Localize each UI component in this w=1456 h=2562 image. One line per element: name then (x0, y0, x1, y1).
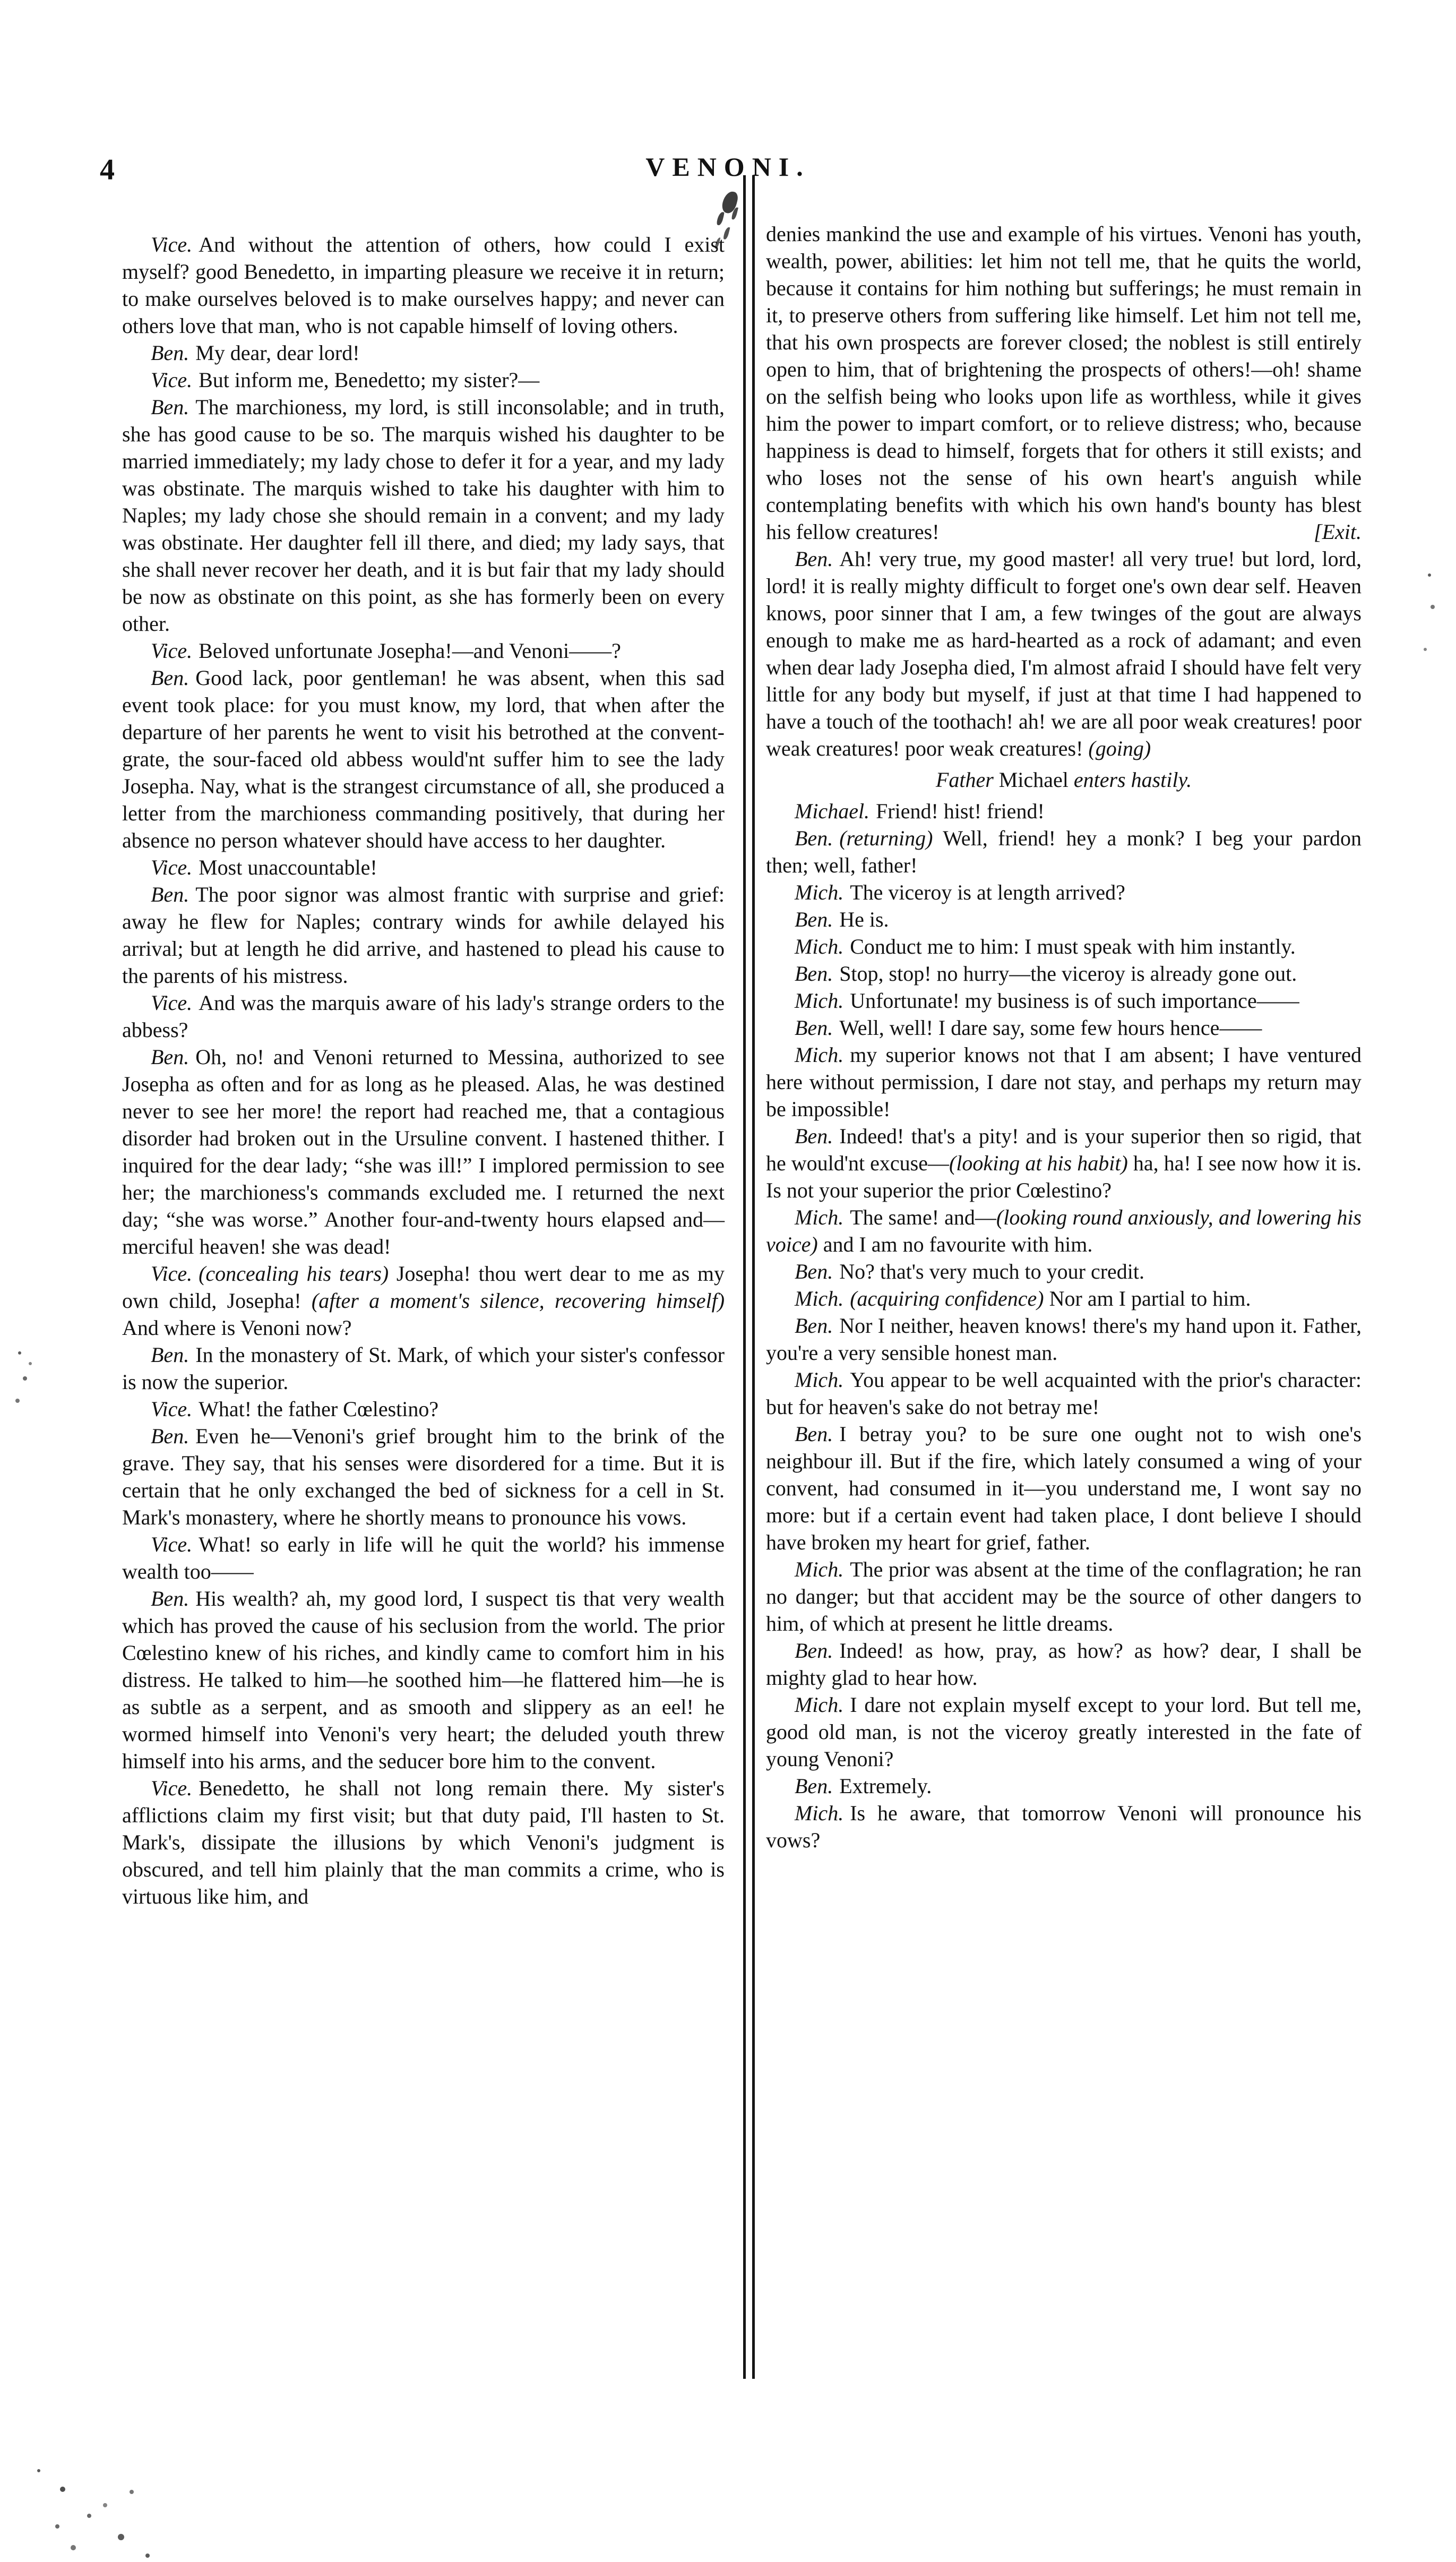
speaker-label: Ben. (795, 547, 833, 571)
speaker-label: Ben. (151, 1587, 189, 1610)
dialogue-paragraph (766, 545, 1362, 762)
dialogue-paragraph (766, 906, 1362, 933)
dialogue-text: Benedetto, he shall not long remain there. My sister's afflictions claim my first visit; but that duty paid, I'll hasten to St. Mark's, dissipate the illusions by which Venoni's judgment is obscured, and tell him plainly that the man commits a crime, who is virtuous like him, and (122, 1776, 725, 1908)
dialogue-paragraph (766, 1800, 1362, 1854)
speaker-label: Mich. (795, 1801, 844, 1825)
ink-smudge (720, 190, 739, 215)
right-text-column (766, 220, 1362, 1854)
stage-note: (looking at his habit) (949, 1151, 1128, 1175)
scan-noise-bottom-left (37, 2469, 40, 2472)
speaker-label: Vice. (151, 1776, 193, 1800)
speaker-label: Mich. (795, 1043, 844, 1067)
speaker-label: Mich. (795, 880, 844, 904)
dialogue-paragraph (122, 854, 725, 881)
dialogue-text: And where is Venoni now? (122, 1316, 352, 1340)
dialogue-paragraph (766, 1014, 1362, 1041)
dialogue-paragraph (766, 1285, 1362, 1312)
stage-note: (returning) (839, 826, 933, 850)
dialogue-paragraph (122, 881, 725, 989)
speaker-label: Mich. (795, 1287, 844, 1310)
dialogue-paragraph (122, 1043, 725, 1260)
dialogue-text: His wealth? ah, my good lord, I suspect tis that very wealth which has proved the cause of his seclusion from the world. The prior Cœlestino knew of his riches, and kindly came to comfort him in his distress. He talked to him—he soothed him—he flattered him—he is as subtle as a serpent, and as smooth and slippery as an eel! he wormed himself into Venoni's very heart; the deluded youth threw himself into his arms, and the seducer bore him to the convent. (122, 1587, 725, 1773)
dialogue-text: The viceroy is at length arrived? (850, 880, 1125, 904)
dialogue-paragraph (122, 393, 725, 637)
dialogue-text: And was the marquis aware of his lady's strange orders to the abbess? (122, 991, 725, 1042)
dialogue-paragraph (122, 1423, 725, 1531)
speaker-label: Michael. (795, 799, 870, 823)
speaker-label: Ben. (151, 666, 189, 690)
dialogue-paragraph (766, 1366, 1362, 1420)
speaker-label: Ben. (795, 826, 833, 850)
speaker-label: Mich. (795, 1693, 844, 1717)
left-text-column (122, 231, 725, 1910)
dialogue-paragraph (122, 1531, 725, 1585)
dialogue-text: Most unaccountable! (199, 855, 377, 879)
dialogue-paragraph (122, 1395, 725, 1423)
dialogue-text: Friend! hist! friend! (876, 799, 1045, 823)
speaker-label: Ben. (795, 962, 833, 986)
dialogue-paragraph (122, 231, 725, 339)
dialogue-paragraph (766, 1691, 1362, 1772)
speaker-label: Vice. (151, 233, 193, 256)
running-title: VENONI. (645, 152, 811, 182)
dialogue-text: Ah! very true, my good master! all very true! but lord, lord, lord! it is really mighty difficult to forget one's own dear self. Heaven knows, poor sinner that I am, a few twinges of the gout are always enough to make me as hard-hearted as a rock of adamant; and even when dear lady Josepha died, I'm almost afraid I should have felt very little for any body but myself, if just at that time I had happened to have a touch of the toothach! ah! we are all poor weak creatures! poor weak creatures! poor weak creatures! (766, 547, 1362, 760)
exit-marker: [Exit. (1314, 520, 1362, 544)
dialogue-paragraph (766, 933, 1362, 960)
dialogue-paragraph (122, 366, 725, 393)
speaker-label: Ben. (151, 1045, 189, 1069)
dialogue-text: Stop, stop! no hurry—the viceroy is already gone out. (839, 962, 1297, 986)
speaker-label: Mich. (795, 1368, 844, 1392)
speaker-label: Ben. (151, 341, 189, 365)
speaker-label: Vice. (151, 1397, 193, 1421)
speaker-label: Vice. (151, 1532, 193, 1556)
speaker-label: Ben. (151, 1424, 189, 1448)
speaker-label: Mich. (795, 935, 844, 958)
dialogue-text: The poor signor was almost frantic with surprise and grief: away he flew for Naples; contrary winds for awhile delayed his arrival; but at length he did arrive, and hastened to plead his cause to the parents of his mistress. (122, 882, 725, 988)
dialogue-paragraph (766, 220, 1362, 545)
speaker-label: Vice. (151, 1262, 193, 1286)
dialogue-text: Nor am I partial to him. (1044, 1287, 1251, 1310)
dialogue-paragraph (766, 798, 1362, 825)
dialogue-paragraph (122, 989, 725, 1043)
dialogue-text: ha, ha! I see now how it is. Is not your superior the prior Cœlestino? (766, 1151, 1362, 1202)
dialogue-text: What! the father Cœlestino? (199, 1397, 439, 1421)
speaker-label: Ben. (795, 1124, 833, 1148)
column-divider-rule (743, 175, 755, 2379)
speaker-label: Ben. (151, 882, 189, 906)
dialogue-text: And without the attention of others, how could I exist myself? good Benedetto, in imparting pleasure we receive it in return; to make ourselves beloved is to make ourselves happy; and never can others love that man, who is not capable himself of loving others. (122, 233, 725, 338)
dialogue-text: denies mankind the use and example of his virtues. Venoni has youth, wealth, power, abilities: let him not tell me, that he quits the world, because it contains for him nothing but sufferings; he must remain in it, to preserve others from suffering like himself. Let him not tell me, that his own prospects are forever closed; the noblest is still entirely open to him, that of brightening the prospects of others!—oh! shame on the selfish being who looks upon life as worthless, while it gives him the power to impart comfort, or to relieve distress; who, because happiness is dead to himself, forgets that for others it still exists; and who loses not the sense of his own heart's anguish while contemplating benefits with which his own hand's bounty has blest his fellow creatures! (766, 222, 1362, 544)
dialogue-text: Well, well! I dare say, some few hours hence—— (839, 1016, 1262, 1040)
speaker-label: Ben. (795, 1422, 833, 1446)
dialogue-text: Well, friend! hey a monk? I beg your pardon then; well, father! (766, 826, 1362, 877)
scan-noise-right-margin (1428, 573, 1431, 577)
dialogue-text: In the monastery of St. Mark, of which your sister's confessor is now the superior. (122, 1343, 725, 1394)
speaker-label: Vice. (151, 991, 193, 1015)
speaker-label: Vice. (151, 639, 193, 663)
dialogue-text: Good lack, poor gentleman! he was absent, when this sad event took place: for you must know, my lord, that when after the departure of her parents he went to visit his betrothed at the convent-grate, the sour-faced old abbess would'nt suffer him to see the lady Josepha. Nay, what is the strangest circumstance of all, she produced a letter from the marchioness commanding positively, that during her absence no person whatever should have access to her daughter. (122, 666, 725, 852)
dialogue-paragraph (122, 637, 725, 664)
dialogue-paragraph (122, 1341, 725, 1395)
dialogue-paragraph (766, 960, 1362, 987)
speaker-label: Vice. (151, 368, 193, 392)
dialogue-text: Extremely. (839, 1774, 932, 1798)
dialogue-paragraph (766, 1637, 1362, 1691)
dialogue-paragraph (122, 664, 725, 854)
stage-note: (acquiring confidence) (850, 1287, 1044, 1310)
dialogue-text: I betray you? to be sure one ought not to wish one's neighbour ill. But if the fire, which lately consumed a wing of your convent, had consumed in it—you understand me, I wont say no more: but if a certain event had taken place, I dont believe I should have broken my heart for grief, father. (766, 1422, 1362, 1554)
dialogue-paragraph (766, 987, 1362, 1014)
dialogue-text: I dare not explain myself except to your lord. But tell me, good old man, is not the viceroy greatly interested in the fate of young Venoni? (766, 1693, 1362, 1771)
dialogue-paragraph (766, 1041, 1362, 1123)
speaker-label: Ben. (151, 1343, 189, 1367)
dialogue-text: You appear to be well acquainted with the prior's character: but for heaven's sake do not betray me! (766, 1368, 1362, 1419)
dialogue-text: The prior was absent at the time of the conflagration; he ran no danger; but that accident may be the source of other dangers to him, of which at present he little dreams. (766, 1557, 1362, 1635)
dialogue-text: Is he aware, that tomorrow Venoni will pronounce his vows? (766, 1801, 1362, 1852)
speaker-label: Ben. (795, 1016, 833, 1040)
dialogue-text: Michael (998, 768, 1069, 792)
stage-note: (after a moment's silence, recovering himself) (311, 1289, 725, 1313)
dialogue-text: What! so early in life will he quit the world? his immense wealth too—— (122, 1532, 725, 1583)
dialogue-text: Beloved unfortunate Josepha!—and Venoni——? (199, 639, 621, 663)
stage-direction (766, 766, 1362, 793)
dialogue-text: No? that's very much to your credit. (839, 1259, 1145, 1283)
dialogue-text: Unfortunate! my business is of such importance—— (850, 989, 1299, 1013)
dialogue-text: Conduct me to him: I must speak with him instantly. (850, 935, 1296, 958)
speaker-label: Ben. (795, 1314, 833, 1338)
dialogue-paragraph (766, 1258, 1362, 1285)
dialogue-text: He is. (839, 907, 889, 931)
dialogue-text: The marchioness, my lord, is still inconsolable; and in truth, she has good cause to be so. The marquis wished his daughter to be married immediately; my lady chose to defer it for a year, and my lady was obstinate. The marquis wished to take his daughter with him to Naples; my lady chose she should remain in a convent; and my lady was obstinate. Her daughter fell ill there, and died; my lady says, that she shall never recover her death, and it is but fair that my lady should be now as obstinate on this point, as she has formerly been on every other. (122, 395, 725, 636)
dialogue-paragraph (766, 1556, 1362, 1637)
speaker-label: Mich. (795, 1205, 844, 1229)
dialogue-text: Nor I neither, heaven knows! there's my hand upon it. Father, you're a very sensible honest man. (766, 1314, 1362, 1365)
page-number: 4 (100, 153, 115, 186)
stage-note: (looking round anxiously, and lowering his voice) (766, 1205, 1362, 1256)
speaker-label: Ben. (795, 907, 833, 931)
dialogue-text: Indeed! as how, pray, as how? as how? dear, I shall be mighty glad to hear how. (766, 1639, 1362, 1690)
dialogue-paragraph (766, 1420, 1362, 1556)
stage-note: (concealing his tears) (199, 1262, 389, 1286)
dialogue-paragraph (766, 1312, 1362, 1366)
speaker-label: Mich. (795, 1557, 844, 1581)
dialogue-text: Indeed! that's a pity! and is your superior then so rigid, that he would'nt excuse— (766, 1124, 1362, 1175)
stage-note: Father (935, 768, 999, 792)
dialogue-text: my superior knows not that I am absent; I have ventured here without permission, I dare not stay, and perhaps my return may be impossible! (766, 1043, 1362, 1121)
dialogue-paragraph (122, 339, 725, 366)
dialogue-text: and I am no favourite with him. (817, 1232, 1093, 1256)
dialogue-text: Even he—Venoni's grief brought him to the brink of the grave. They say, that his senses were disordered for a time. But it is certain that he only exchanged the bed of sickness for a cell in St. Mark's monastery, where he shortly means to pronounce his vows. (122, 1424, 725, 1529)
speaker-label: Ben. (795, 1774, 833, 1798)
scan-noise-left-margin (18, 1351, 21, 1355)
stage-note: enters hastily. (1068, 768, 1192, 792)
dialogue-paragraph (122, 1585, 725, 1775)
speaker-label: Ben. (151, 395, 189, 419)
stage-note: (going) (1088, 736, 1151, 760)
speaker-label: Ben. (795, 1259, 833, 1283)
dialogue-paragraph (766, 1204, 1362, 1258)
dialogue-text: My dear, dear lord! (195, 341, 360, 365)
dialogue-text: Josepha! thou wert dear to me as my own child, Josepha! (122, 1262, 725, 1313)
dialogue-paragraph (766, 825, 1362, 879)
speaker-label: Vice. (151, 855, 193, 879)
dialogue-paragraph (122, 1775, 725, 1910)
dialogue-paragraph (122, 1260, 725, 1341)
dialogue-paragraph (766, 1123, 1362, 1204)
dialogue-paragraph (766, 1772, 1362, 1800)
dialogue-text: Oh, no! and Venoni returned to Messina, authorized to see Josepha as often and for as long as he pleased. Alas, he was destined never to see her more! the report had reached me, that a contagious disorder had broken out in the Ursuline convent. I hastened thither. I inquired for the dear lady; “she was ill!” I implored permission to see her; the marchioness's commands excluded me. I returned the next day; “she was worse.” Another four-and-twenty hours elapsed and—merciful heaven! she was dead! (122, 1045, 725, 1258)
speaker-label: Ben. (795, 1639, 833, 1663)
dialogue-text: The same! and— (850, 1205, 996, 1229)
dialogue-text: But inform me, Benedetto; my sister?— (199, 368, 540, 392)
dialogue-paragraph (766, 879, 1362, 906)
speaker-label: Mich. (795, 989, 844, 1013)
